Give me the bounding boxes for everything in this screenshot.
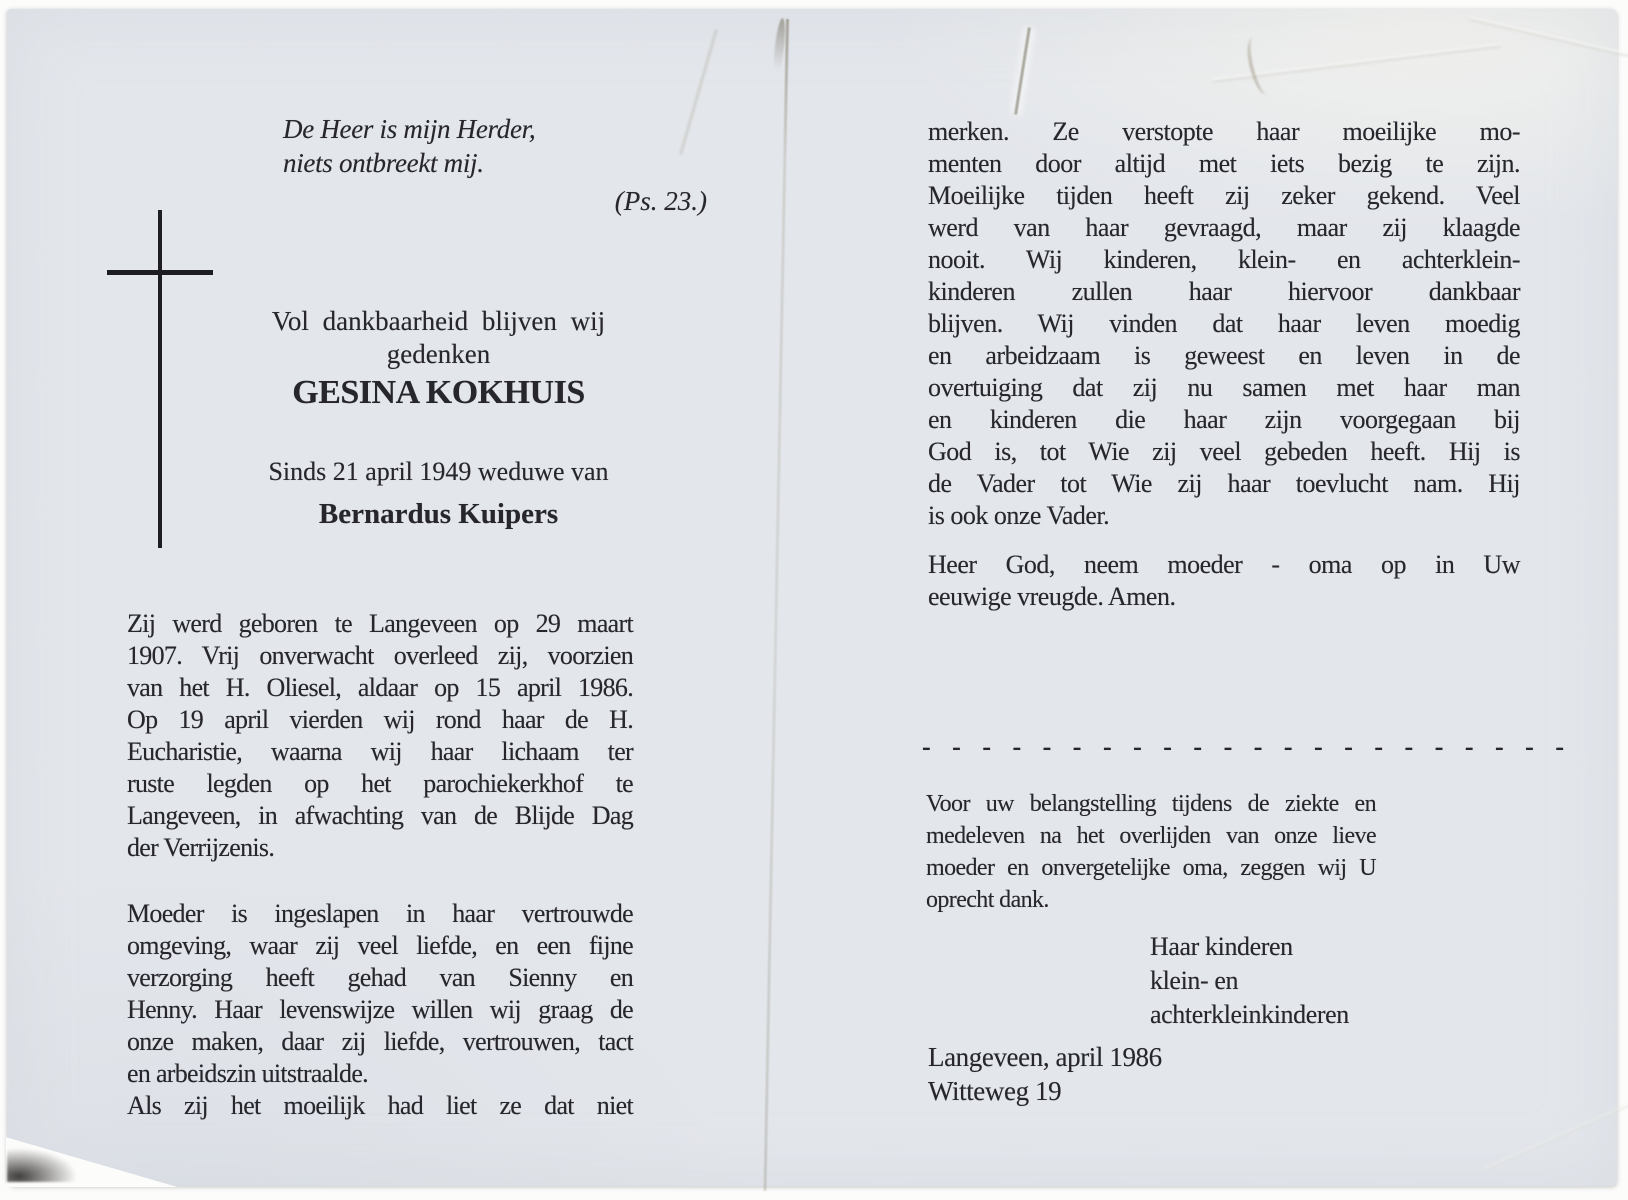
text-line: De Heer is mijn Herder, (283, 114, 536, 144)
tribute-continuation-line: Als zij het moeilijk had liet ze dat niet (127, 1091, 633, 1120)
text-line: ruste legden op het parochiekerkhof te (127, 769, 633, 798)
text-line: werd van haar gevraagd, maar zij klaagde (928, 213, 1520, 242)
thanks-paragraph (926, 788, 1376, 916)
text-line: oprecht dank. (926, 887, 1049, 913)
text-line: Moeilijke tijden heeft zij zeker gekend. Veel (928, 181, 1520, 210)
widow-line: Sinds 21 april 1949 weduwe van (268, 457, 609, 486)
text-line: verzorging heeft gehad van Sienny en (127, 963, 633, 992)
text-line: Moeder is ingeslapen in haar vertrouwde (127, 899, 633, 928)
signature-block (1150, 930, 1470, 1032)
text-line: omgeving, waar zij veel liefde, en een fijne (127, 931, 633, 960)
text-line: Eucharistie, waarna wij haar lichaam ter (127, 737, 633, 766)
biography-paragraph (127, 608, 633, 864)
continuation-paragraph (928, 116, 1520, 532)
text-line: medeleven na het overlijden van onze lieve (926, 823, 1376, 849)
text-line: en kinderen die haar zijn voorgegaan bij (928, 405, 1520, 434)
text-line: achterkleinkinderen (1150, 1000, 1349, 1029)
text-line: van het H. Oliesel, aldaar op 15 april 1986. (127, 673, 633, 702)
text-line: en arbeidszin uitstraalde. (127, 1059, 368, 1088)
psalm-quote (283, 112, 707, 180)
tribute-paragraph (127, 898, 633, 1090)
text-line: overtuiging dat zij nu samen met haar man (928, 373, 1520, 402)
text-line: blijven. Wij vinden dat haar leven moedig (928, 309, 1520, 338)
text-line: merken. Ze verstopte haar moeilijke mo- (928, 117, 1520, 146)
text-line: der Verrijzenis. (127, 833, 275, 862)
psalm-reference: (Ps. 23.) (614, 186, 707, 216)
text-line: en arbeidzaam is geweest en leven in de (928, 341, 1520, 370)
text-line: Op 19 april vierden wij rond haar de H. (127, 705, 633, 734)
text-line: God is, tot Wie zij veel gebeden heeft. Hij is (928, 437, 1520, 466)
text-line: Langeveen, in afwachting van de Blijde Dag (127, 801, 633, 830)
text-line: onze maken, daar zij liefde, vertrouwen, tact (127, 1027, 633, 1056)
husband-name: Bernardus Kuipers (318, 498, 559, 530)
text-line: eeuwige vreugde. Amen. (928, 582, 1176, 611)
text-line: moeder en onvergetelijke oma, zeggen wij U (926, 855, 1376, 881)
text-line: Henny. Haar levenswijze willen wij graag de (127, 995, 633, 1024)
intro-line-2: gedenken (386, 339, 491, 369)
prayer-text (928, 549, 1520, 613)
text-line: Haar kinderen (1150, 932, 1293, 961)
intro-line-1: Vol dankbaarheid blijven wij (271, 306, 606, 336)
cross-horizontal-bar (107, 270, 213, 275)
text-line: is ook onze Vader. (928, 501, 1110, 530)
cross-vertical-bar (158, 210, 162, 548)
text-line: nooit. Wij kinderen, klein- en achterklein- (928, 245, 1520, 274)
text-line: menten door altijd met iets bezig te zijn. (928, 149, 1520, 178)
text-line: de Vader tot Wie zij haar toevlucht nam. Hij (928, 469, 1520, 498)
address-line: Witteweg 19 (928, 1076, 1062, 1106)
place-date-line: Langeveen, april 1986 (928, 1042, 1162, 1072)
text-line: Voor uw belangstelling tijdens de ziekte en (926, 791, 1376, 817)
text-line: kinderen zullen haar hiervoor dankbaar (928, 277, 1520, 306)
text-line: Heer God, neem moeder - oma op in Uw (928, 550, 1520, 579)
text-line: niets ontbreekt mij. (283, 148, 484, 178)
text-line: klein- en (1150, 966, 1239, 995)
dashed-separator: - - - - - - - - - - - - - - - - - - - - - - (922, 732, 1564, 761)
text-line: 1907. Vrij onverwacht overleed zij, voorzien (127, 641, 633, 670)
text-line: Zij werd geboren te Langeveen op 29 maart (127, 609, 633, 638)
deceased-name: GESINA KOKHUIS (292, 374, 585, 411)
